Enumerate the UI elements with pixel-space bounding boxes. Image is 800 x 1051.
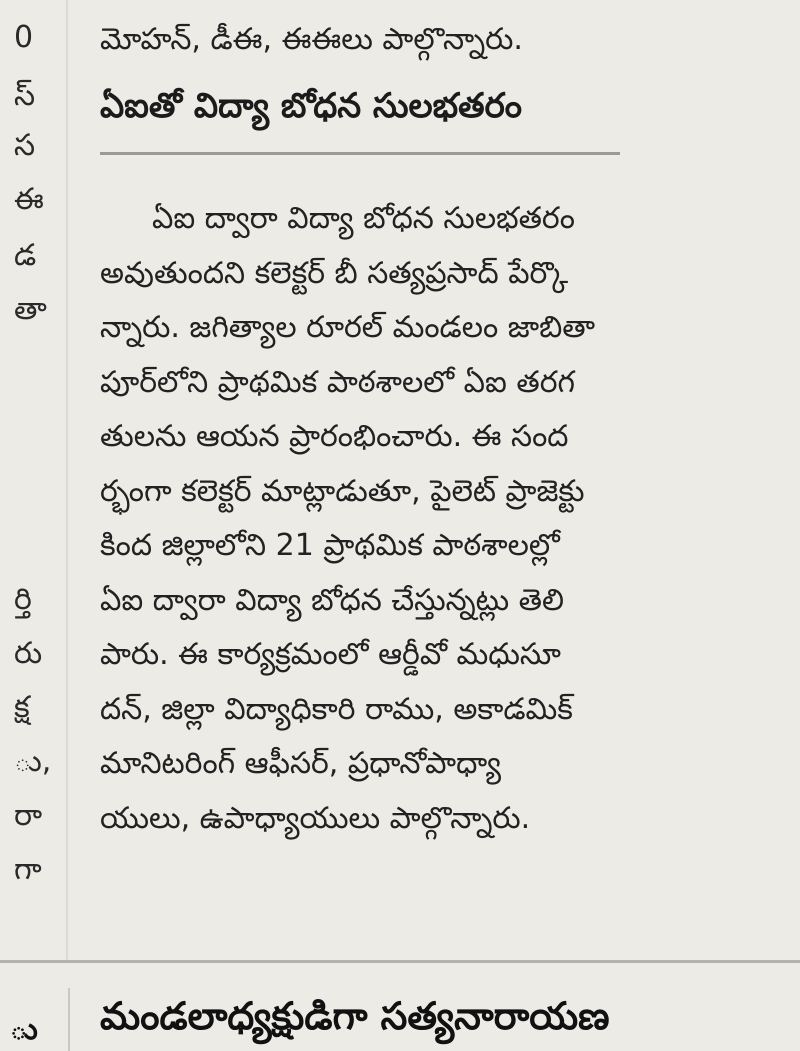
left-fragment: డ bbox=[14, 238, 37, 273]
previous-article-last-line: మోహన్, డీఈ, ఈఈలు పాల్గొన్నారు. bbox=[100, 22, 523, 57]
left-bottom-fragment: ు bbox=[10, 1012, 38, 1047]
next-article-headline: మండలాధ్యక్షుడిగా సత్యనారాయణ bbox=[100, 994, 610, 1038]
left-fragment: ు, bbox=[14, 744, 52, 779]
body-line: మానిటరింగ్ ఆఫీసర్, ప్రధానోపాధ్యా bbox=[100, 746, 501, 781]
body-line: ఏఐ ద్వారా విద్యా బోధన సులభతరం bbox=[152, 201, 575, 236]
body-line: అవుతుందని కలెక్టర్ బీ సత్యప్రసాద్ పేర్కొ bbox=[100, 255, 569, 291]
left-fragment: గా bbox=[14, 852, 42, 887]
left-fragment: స bbox=[14, 128, 36, 163]
body-line: న్నారు. జగిత్యాల రూరల్ మండలం జాబితా bbox=[100, 310, 596, 345]
body-line: కింద జిల్లాలోని 21 ప్రాథమిక పాఠశాలల్లో bbox=[100, 528, 560, 563]
body-line: యులు, ఉపాధ్యాయులు పాల్గొన్నారు. bbox=[100, 800, 531, 836]
left-fragment: ఈ bbox=[14, 182, 44, 217]
left-fragment: తా bbox=[14, 292, 47, 327]
left-fragment: క్ష bbox=[14, 690, 30, 725]
article-body bbox=[100, 192, 780, 846]
body-line: తులను ఆయన ప్రారంభించారు. ఈ సంద bbox=[100, 419, 569, 454]
section-divider bbox=[0, 960, 800, 963]
left-fragment: స్ bbox=[14, 78, 36, 113]
left-fragment: రా bbox=[14, 798, 43, 833]
body-line: దన్, జిల్లా విద్యాధికారి రాము, అకాడమిక్ bbox=[100, 691, 573, 727]
subheading-rule bbox=[100, 152, 620, 155]
body-line: ర్భంగా కలెక్టర్ మాట్లాడుతూ, పైలెట్ ప్రాజెక్టు bbox=[100, 473, 585, 509]
left-fragment: ర్తి bbox=[14, 582, 32, 617]
column-divider-bottom bbox=[68, 988, 70, 1051]
body-line: పారు. ఈ కార్యక్రమంలో ఆర్డీవో మధుసూ bbox=[100, 637, 561, 672]
column-divider bbox=[66, 0, 68, 960]
left-fragment: రు bbox=[14, 636, 43, 671]
body-line: పూర్‌లోని ప్రాథమిక పాఠశాలలో ఏఐ తరగ bbox=[100, 364, 575, 400]
left-column-clipped bbox=[0, 0, 58, 960]
left-fragment: 0 bbox=[14, 20, 34, 55]
article-subheading: ఏఐతో విద్యా బోధన సులభతరం bbox=[100, 86, 522, 126]
body-line: ఏఐ ద్వారా విద్యా బోధన చేస్తున్నట్లు తెలి bbox=[100, 582, 564, 618]
